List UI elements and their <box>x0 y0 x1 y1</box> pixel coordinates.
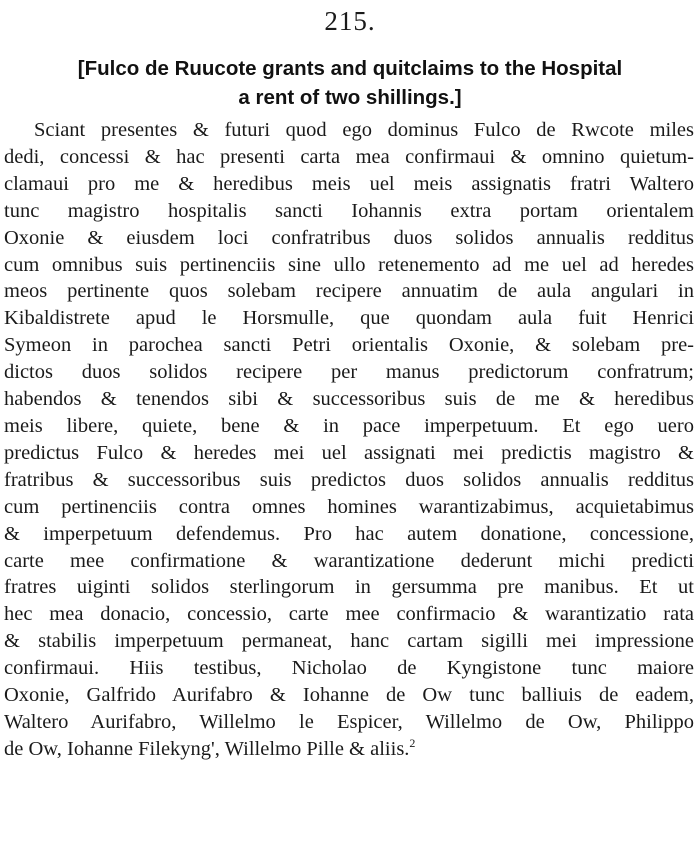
body-line: meos pertinente quos solebam recipere annuatim de aula angulari in <box>4 280 694 303</box>
heading-line: a rent of two shillings.] <box>238 86 462 109</box>
body-line: dedi, concessi & hac presenti carta mea confirmaui & omnino quietum- <box>4 145 694 168</box>
body-line: tunc magistro hospitalis sancti Iohannis extra portam orientalem <box>4 199 694 222</box>
body-line-text: de Ow, Iohanne Filekyng', Willelmo Pille & aliis. <box>4 737 410 760</box>
body-line: Oxonie, Galfrido Aurifabro & Iohanne de Ow tunc balliuis de eadem, <box>4 684 694 707</box>
body-line: carte mee confirmatione & warantizatione dederunt michi predicti <box>4 549 694 572</box>
footnote-marker: 2 <box>409 736 416 751</box>
heading-line: [Fulco de Ruucote grants and quitclaims to the Hospital <box>77 57 623 80</box>
body-line: hec mea donacio, concessio, carte mee confirmacio & warantizatio rata <box>4 603 694 626</box>
body-line: cum omnibus suis pertinenciis sine ullo retenemento ad me uel ad heredes <box>4 253 694 276</box>
body-line: & imperpetuum defendemus. Pro hac autem donatione, concessione, <box>4 522 694 545</box>
charter-body <box>4 117 694 763</box>
body-line: Waltero Aurifabro, Willelmo le Espicer, Willelmo de Ow, Philippo <box>4 710 694 733</box>
body-line: Oxonie & eiusdem loci confratribus duos solidos annualis redditus <box>4 226 694 249</box>
body-line: habendos & tenendos sibi & successoribus suis de me & heredibus <box>4 388 694 411</box>
body-line: Kibaldistrete apud le Horsmulle, que quondam aula fuit Henrici <box>4 307 694 330</box>
body-line: fratres uiginti solidos sterlingorum in gersumma pre manibus. Et ut <box>4 576 694 599</box>
body-line: dictos duos solidos recipere per manus predictorum confratrum; <box>4 361 694 384</box>
charter-number: 215. <box>324 6 376 36</box>
body-line: predictus Fulco & heredes mei uel assignati mei predictis magistro & <box>4 441 694 464</box>
body-line: & stabilis imperpetuum permaneat, hanc cartam sigilli mei impressione <box>4 630 694 653</box>
body-line: meis libere, quiete, bene & in pace imperpetuum. Et ego uero <box>4 414 694 437</box>
body-line: cum pertinenciis contra omnes homines warantizabimus, acquietabimus <box>4 495 694 518</box>
body-line: Symeon in parochea sancti Petri orientalis Oxonie, & solebam pre- <box>4 334 694 357</box>
body-line: clamaui pro me & heredibus meis uel meis assignatis fratri Waltero <box>4 172 694 195</box>
body-line-final <box>4 736 694 763</box>
body-line: confirmaui. Hiis testibus, Nicholao de Kyngistone tunc maiore <box>4 657 694 680</box>
body-line: Sciant presentes & futuri quod ego dominus Fulco de Rwcote miles <box>34 119 694 141</box>
body-line: fratribus & successoribus suis predictos duos solidos annualis redditus <box>4 468 694 491</box>
charter-heading <box>10 54 690 112</box>
